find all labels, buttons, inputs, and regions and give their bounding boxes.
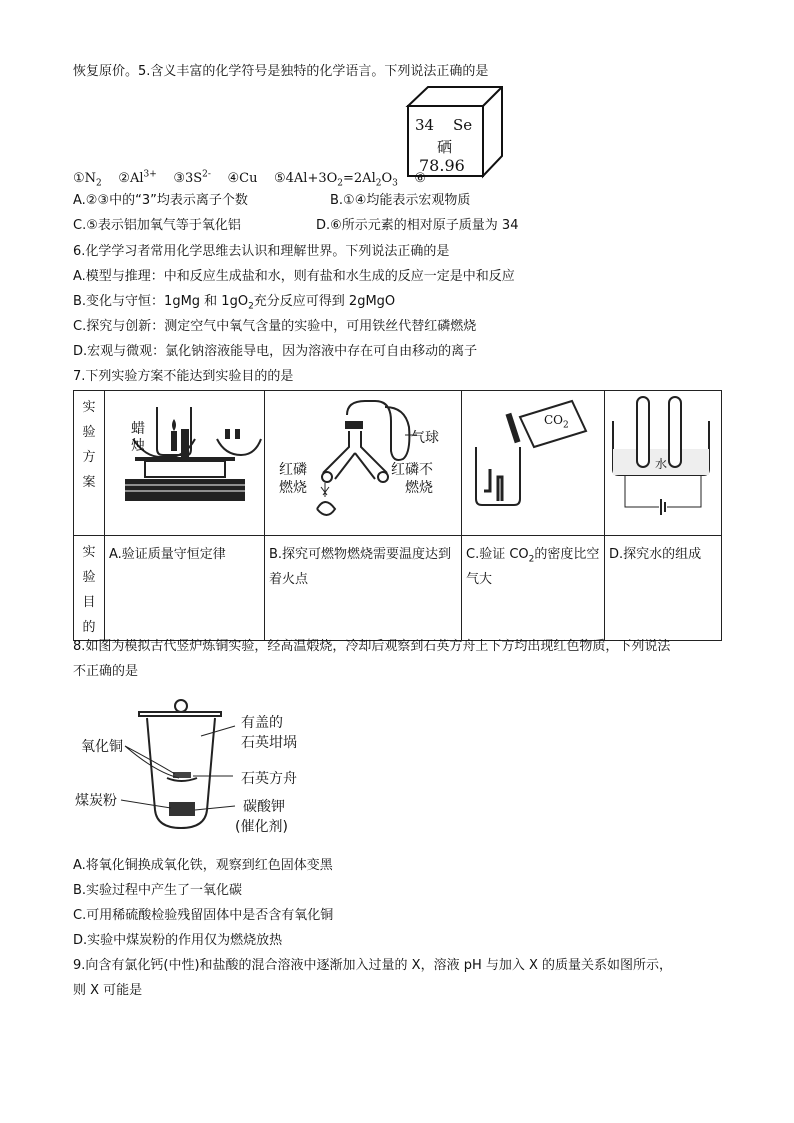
q5-intro: 恢复原价。5.含义丰富的化学符号是独特的化学语言。下列说法正确的是 bbox=[73, 64, 489, 79]
sub: 2 bbox=[563, 420, 569, 431]
q6-option-c: C.探究与创新：测定空气中氧气含量的实验中，可用铁丝代替红磷燃烧 bbox=[73, 319, 477, 334]
q5-option-b: B.①④均能表示宏观物质 bbox=[330, 193, 471, 208]
header-text: 实验目的 bbox=[82, 545, 96, 635]
sub: 2 bbox=[375, 178, 382, 189]
sub: 2 bbox=[96, 178, 102, 189]
sub: 2 bbox=[528, 554, 535, 565]
non-burning-phosphorus-label: 红磷不燃烧 bbox=[391, 462, 433, 496]
plan-a-balance bbox=[105, 391, 265, 536]
coal-powder-label: 煤炭粉 bbox=[75, 793, 117, 809]
plan-b-phosphorus bbox=[265, 391, 462, 536]
quartz-boat-label: 石英方舟 bbox=[241, 771, 297, 787]
item-6: ⑥ bbox=[414, 171, 427, 186]
text: CO bbox=[544, 413, 564, 427]
eq-part: =2Al bbox=[343, 171, 376, 186]
purpose-c bbox=[462, 536, 605, 641]
q6-option-d: D.宏观与微观：氯化钠溶液能导电，因为溶液中存在可自由移动的离子 bbox=[73, 344, 478, 359]
crucible-label: 石英坩埚 bbox=[241, 735, 297, 751]
purpose-b: B.探究可燃物燃烧需要温度达到着火点 bbox=[265, 536, 462, 641]
lid-label: 有盖的 bbox=[241, 715, 283, 731]
q5-option-a: A.②③中的“3”均表示离子个数 bbox=[73, 193, 248, 208]
item-4: ④Cu bbox=[227, 171, 258, 186]
element-number: 34 bbox=[415, 116, 435, 134]
q9-stem-line2: 则 X 可能是 bbox=[73, 983, 143, 998]
text: 充分反应可得到 2gMgO bbox=[253, 294, 396, 309]
plan-c-co2 bbox=[462, 391, 605, 536]
balance-diagram bbox=[105, 391, 264, 531]
item-5: ⑤4Al+3O bbox=[273, 171, 338, 186]
copper-oxide-label: 氧化铜 bbox=[81, 739, 123, 755]
purpose-d: D.探究水的组成 bbox=[605, 536, 722, 641]
item-1: ①N bbox=[73, 171, 97, 186]
purpose-a: A.验证质量守恒定律 bbox=[105, 536, 265, 641]
sup: 3+ bbox=[143, 169, 157, 180]
q7-stem: 7.下列实验方案不能达到实验目的的是 bbox=[73, 369, 294, 384]
burning-phosphorus-label: 红磷燃烧 bbox=[279, 462, 307, 496]
q5-option-d: D.⑥所示元素的相对原子质量为 34 bbox=[316, 218, 519, 233]
row-header-plan bbox=[74, 391, 105, 536]
selenium-element-card bbox=[403, 86, 503, 182]
q6-option-b bbox=[73, 293, 395, 311]
q8-option-d: D.实验中煤炭粉的作用仅为燃烧放热 bbox=[73, 933, 283, 948]
candle-label: 蜡烛 bbox=[131, 421, 145, 454]
q8-option-c: C.可用稀硫酸检验残留固体中是否含有氧化铜 bbox=[73, 908, 334, 923]
co2-label bbox=[544, 413, 569, 431]
q8-stem-line2: 不正确的是 bbox=[73, 664, 139, 679]
co2-pour-diagram bbox=[462, 391, 604, 531]
q6-stem: 6.化学学习者常用化学思维去认识和理解世界。下列说法正确的是 bbox=[73, 244, 450, 259]
header-text: 实验方案 bbox=[82, 400, 96, 490]
sub: 2 bbox=[337, 178, 344, 189]
potassium-carbonate-label: 碳酸钾 bbox=[243, 799, 285, 815]
text: B.变化与守恒：1gMg 和 1gO bbox=[73, 294, 249, 309]
element-mass: 78.96 bbox=[419, 156, 465, 175]
catalyst-label: (催化剂) bbox=[235, 819, 288, 835]
sup: 2- bbox=[202, 169, 211, 180]
q5-items bbox=[73, 170, 426, 188]
text: C.验证 CO bbox=[466, 547, 529, 562]
sub: 2 bbox=[248, 301, 254, 312]
sub: 3 bbox=[392, 178, 398, 189]
text: 的密度比空气大 bbox=[466, 547, 600, 587]
q5-option-c: C.⑤表示铝加氧气等于氧化铝 bbox=[73, 218, 241, 233]
q6-option-a: A.模型与推理：中和反应生成盐和水，则有盐和水生成的反应一定是中和反应 bbox=[73, 269, 515, 284]
q8-option-a: A.将氧化铜换成氧化铁，观察到红色固体变黑 bbox=[73, 858, 333, 873]
balloon-label: 气球 bbox=[411, 430, 439, 446]
crucible-svg bbox=[75, 692, 335, 842]
item-2: ②Al bbox=[118, 171, 144, 186]
q9-stem-line1: 9.向含有氯化钙(中性)和盐酸的混合溶液中逐渐加入过量的 X，溶液 pH 与加入 X 的质量关系如图所示， bbox=[73, 958, 673, 973]
q7-experiment-table bbox=[73, 390, 722, 641]
water-label: 水 bbox=[655, 457, 668, 471]
eq-part: O bbox=[381, 171, 393, 186]
plan-d-electrolysis bbox=[605, 391, 722, 536]
q8-option-b: B.实验过程中产生了一氧化碳 bbox=[73, 883, 243, 898]
q8-stem-line1: 8.如图为模拟古代竖炉炼铜实验，经高温煅烧，冷却后观察到石英方舟上下方均出现红色物质，下列说法 bbox=[73, 639, 671, 654]
row-header-purpose bbox=[74, 536, 105, 641]
crucible-diagram bbox=[75, 692, 335, 842]
element-name: 硒 bbox=[437, 138, 453, 156]
item-3: ③3S bbox=[173, 171, 203, 186]
element-symbol: Se bbox=[453, 116, 473, 134]
